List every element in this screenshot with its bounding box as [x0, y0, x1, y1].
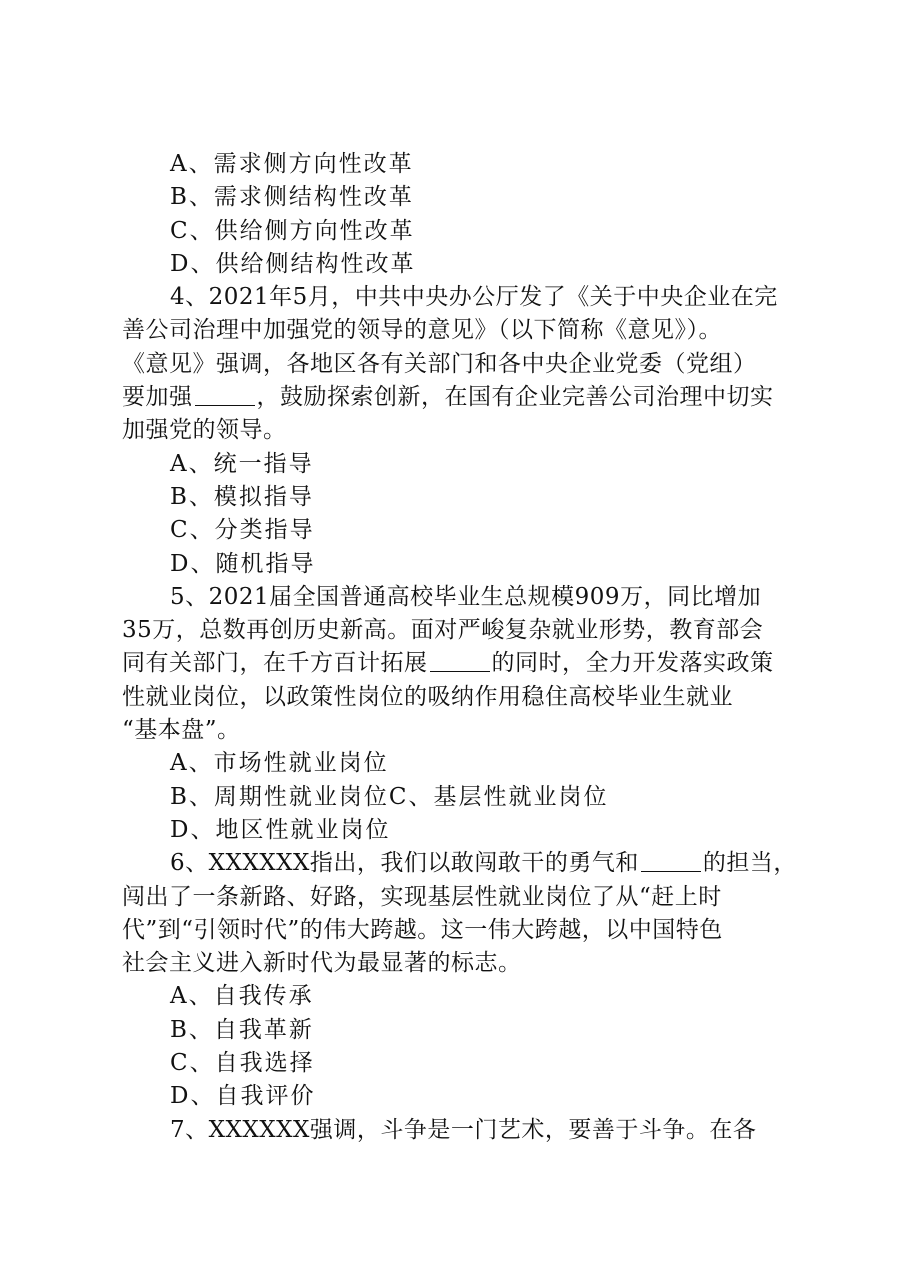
q5-stem-line-3	[122, 647, 802, 680]
q5-option-d: D、地区性就业岗位	[170, 816, 391, 843]
q6-stem-line-3: 代”到“引领时代”的伟大跨越。这一伟大跨越，以中国特色	[122, 916, 723, 943]
q6-option-d: D、自我评价	[170, 1083, 316, 1110]
q3-option-b: B、需求侧结构性改革	[170, 184, 414, 211]
q3-option-c: C、供给侧方向性改革	[170, 217, 415, 244]
q4-stem-line-3: 《意见》强调，各地区各有关部门和各中央企业党委（党组）	[122, 350, 757, 377]
q6-option-b: B、自我革新	[170, 1016, 314, 1043]
q6-stem-line-1	[122, 847, 802, 880]
q4-stem-line-2: 善公司治理中加强党的领导的意见》（以下简称《意见》）。	[122, 317, 722, 344]
q4-option-a: A、统一指导	[170, 450, 314, 477]
q5-stem-line-1: 5、2021届全国普通高校毕业生总规模909万，同比增加	[170, 583, 762, 610]
q3-option-d: D、供给侧结构性改革	[170, 250, 416, 277]
q5-stem-line-4: 性就业岗位，以政策性岗位的吸纳作用稳住高校毕业生就业	[122, 683, 733, 710]
q5-answer-blank	[430, 648, 490, 672]
q5-text-after-blank: 的同时，全力开发落实政策	[491, 650, 774, 677]
q5-option-a: A、市场性就业岗位	[170, 750, 389, 777]
q4-option-d: D、随机指导	[170, 550, 316, 577]
q4-text-before-blank: 要加强	[122, 384, 193, 411]
q6-stem-line-2: 闯出了一条新路、好路，实现基层性就业岗位了从“赶上时	[122, 883, 722, 910]
q4-option-b: B、模拟指导	[170, 483, 314, 510]
q6-text-after-blank: 的担当，	[702, 850, 797, 877]
q5-text-before-blank: 同有关部门，在千方百计拓展	[122, 650, 428, 677]
q4-stem-line-1: 4、2021年5月，中共中央办公厅发了《关于中央企业在完	[170, 284, 778, 311]
q4-text-after-blank: ，鼓励探索创新，在国有企业完善公司治理中切实	[256, 384, 774, 411]
q6-option-c: C、自我选择	[170, 1050, 315, 1077]
q6-stem-line-4: 社会主义进入新时代为最显著的标志。	[122, 950, 522, 977]
q6-text-before-blank: 6、XXXXXX指出，我们以敢闯敢干的勇气和	[170, 850, 639, 877]
document-body	[122, 148, 802, 1147]
q6-answer-blank	[641, 848, 701, 872]
q4-option-c: C、分类指导	[170, 517, 315, 544]
q4-answer-blank	[195, 382, 255, 406]
q4-stem-line-4	[122, 381, 802, 414]
q5-stem-line-5: “基本盘”。	[122, 717, 241, 744]
q6-option-a: A、自我传承	[170, 983, 314, 1010]
q4-stem-line-5: 加强党的领导。	[122, 417, 287, 444]
q5-stem-line-2: 35万，总数再创历史新高。面对严峻复杂就业形势，教育部会	[122, 617, 764, 644]
q7-stem-line-1: 7、XXXXXX强调，斗争是一门艺术，要善于斗争。在各	[170, 1116, 757, 1143]
q3-option-a: A、需求侧方向性改革	[170, 151, 414, 177]
q5-option-b-c: B、周期性就业岗位C、基层性就业岗位	[170, 783, 609, 810]
